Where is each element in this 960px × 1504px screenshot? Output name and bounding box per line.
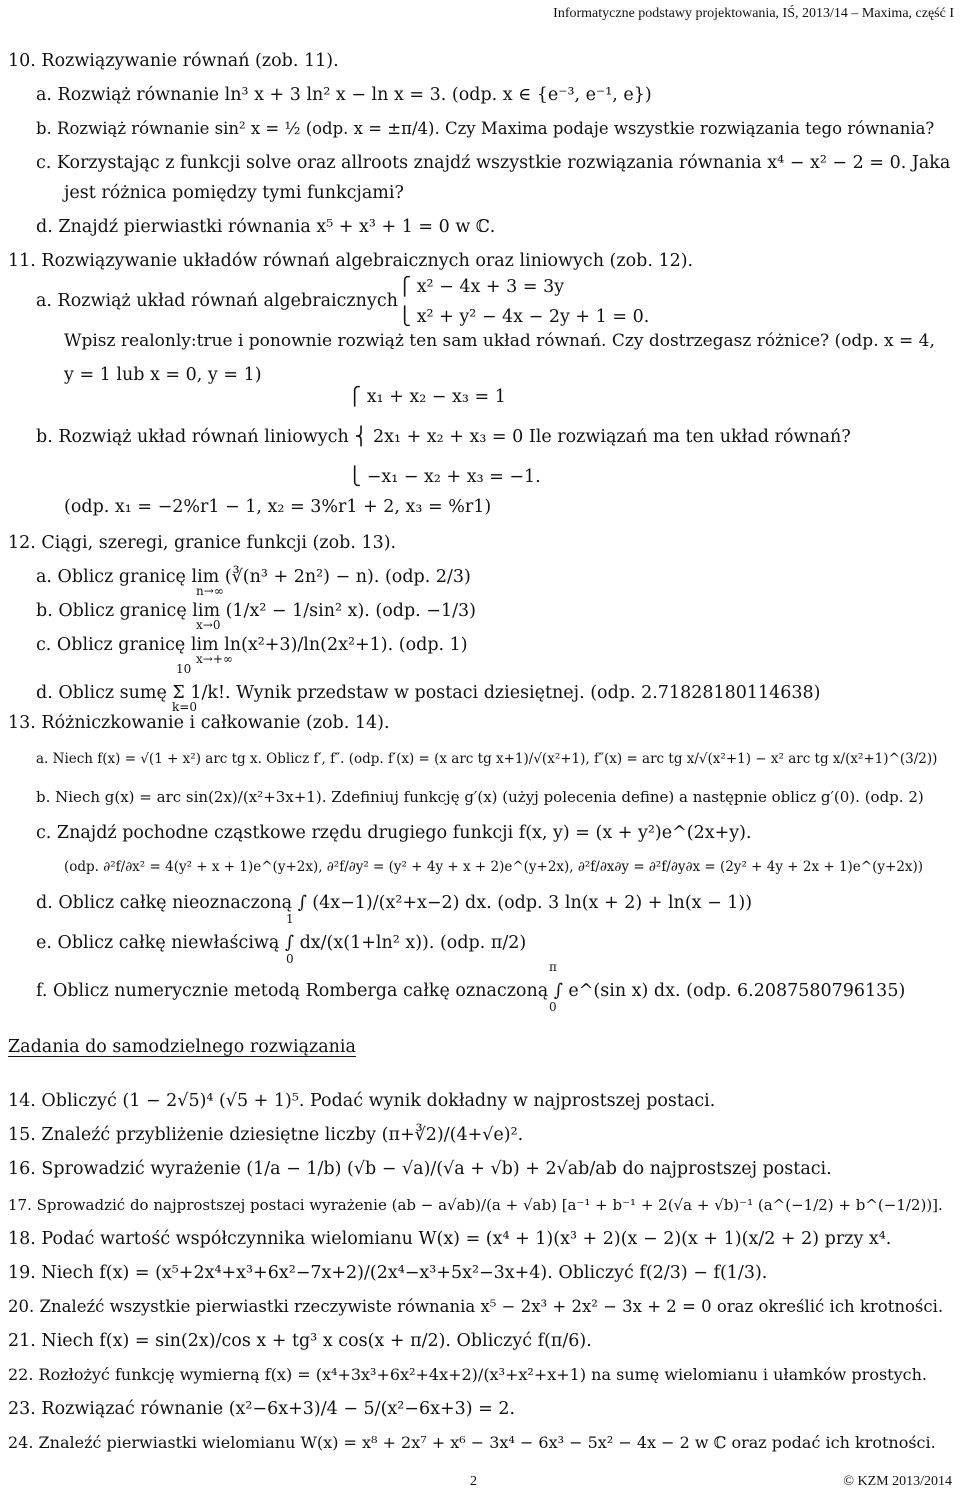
text-line: a. Rozwiąż układ równań algebraicznych [36,291,398,311]
text-line: x→+∞ [196,652,233,666]
text-line: Zadania do samodzielnego rozwiązania [8,1037,356,1057]
text-line: 11. Rozwiązywanie układów równań algebraicznych oraz liniowych (zob. 12). [8,251,694,271]
text-line: d. Oblicz całkę nieoznaczoną ∫ (4x−1)/(x²+x−2) dx. (odp. 3 ln(x + 2) + ln(x − 1)) [36,893,753,913]
text-line: 1 [286,912,294,926]
text-line: 24. Znaleźć pierwiastki wielomianu W(x) = x⁸ + 2x⁷ + x⁶ − 3x⁴ − 6x³ − 5x² − 4x − 2 w ℂ oraz podać ich krotności. [8,1433,936,1452]
text-line: ⎧ x₁ + x₂ − x₃ = 1 [348,387,506,407]
page-number: 2 [470,1474,477,1489]
text-line: 16. Sprowadzić wyrażenie (1/a − 1/b) (√b − √a)/(√a + √b) + 2√ab/ab do najprostszej postaci. [8,1159,832,1179]
text-line: Wpisz realonly:true i ponownie rozwiąż ten sam układ równań. Czy dostrzegasz różnice? (odp. x = 4, [64,331,935,351]
text-line: 0 [286,952,294,966]
text-line: 17. Sprowadzić do najprostszej postaci wyrażenie (ab − a√ab)/(a + √ab) [a⁻¹ + b⁻¹ + 2(√a + √b)⁻¹ (a^(−1/2) + b^(−1/2))]. [8,1196,943,1214]
text-line: 14. Obliczyć (1 − 2√5)⁴ (√5 + 1)⁵. Podać wynik dokładny w najprostszej postaci. [8,1091,716,1111]
text-line: π [549,960,557,974]
running-header: Informatyczne podstawy projektowania, IŚ, 2013/14 – Maxima, część I [553,6,954,21]
text-line: 10. Rozwiązywanie równań (zob. 11). [8,51,339,71]
text-line: b. Rozwiąż układ równań liniowych ⎨ 2x₁ + x₂ + x₃ = 0 Ile rozwiązań ma ten układ równań? [36,427,851,447]
text-line: c. Korzystając z funkcji solve oraz allroots znajdź wszystkie rozwiązania równania x⁴ − x² − 2 = 0. Jaka [36,153,951,173]
text-line: ⎩ −x₁ − x₂ + x₃ = −1. [348,467,541,487]
text-line: d. Oblicz sumę Σ 1/k!. Wynik przedstaw w postaci dziesiętnej. (odp. 2.71828180114638) [36,683,821,703]
text-line: c. Oblicz granicę lim ln(x²+3)/ln(2x²+1). (odp. 1) [36,635,468,655]
copyright-note: © KZM 2013/2014 [843,1474,952,1489]
text-line: 19. Niech f(x) = (x⁵+2x⁴+x³+6x²−7x+2)/(2x⁴−x³+5x²−3x+4). Obliczyć f(2/3) − f(1/3). [8,1263,768,1283]
text-line: y = 1 lub x = 0, y = 1) [64,365,262,385]
text-line: 18. Podać wartość współczynnika wielomianu W(x) = (x⁴ + 1)(x³ + 2)(x − 2)(x + 1)(x/2 + 2) przy x⁴. [8,1229,892,1249]
text-line: a. Niech f(x) = √(1 + x²) arc tg x. Oblicz f′, f″. (odp. f′(x) = (x arc tg x+1)/√(x²+1), f″(x) = arc tg x/√(x²+1) − x² arc tg x/(x²+1)^(3/2)) [36,751,938,767]
text-line: ⎧ x² − 4x + 3 = 3y [398,277,565,297]
text-line: 12. Ciągi, szeregi, granice funkcji (zob. 13). [8,533,397,553]
text-line: 23. Rozwiązać równanie (x²−6x+3)/4 − 5/(x²−6x+3) = 2. [8,1399,516,1419]
text-line: 22. Rozłożyć funkcję wymierną f(x) = (x⁴+3x³+6x²+4x+2)/(x³+x²+x+1) na sumę wielomianu i ułamków prostych. [8,1365,927,1384]
text-line: e. Oblicz całkę niewłaściwą ∫ dx/(x(1+ln² x)). (odp. π/2) [36,933,527,953]
text-line: b. Niech g(x) = arc sin(2x)/(x²+3x+1). Zdefiniuj funkcję g′(x) (użyj polecenia define) a następnie oblicz g′(0). (odp. 2) [36,788,924,806]
text-line: a. Rozwiąż równanie ln³ x + 3 ln² x − ln x = 3. (odp. x ∈ {e⁻³, e⁻¹, e}) [36,85,652,105]
text-line: 20. Znaleźć wszystkie pierwiastki rzeczywiste równania x⁵ − 2x³ + 2x² − 3x + 2 = 0 oraz określić ich krotności. [8,1297,944,1316]
text-line: (odp. x₁ = −2%r1 − 1, x₂ = 3%r1 + 2, x₃ = %r1) [64,497,492,517]
text-line: b. Rozwiąż równanie sin² x = ½ (odp. x = ±π/4). Czy Maxima podaje wszystkie rozwiązania tego równania? [36,119,935,138]
text-line: x→0 [196,618,221,632]
text-line: (odp. ∂²f/∂x² = 4(y² + x + 1)e^(y+2x), ∂²f/∂y² = (y² + 4y + x + 2)e^(y+2x), ∂²f/∂x∂y = ∂²f/∂y∂x = (2y² + 4y + 2x + 1)e^(y+2x)) [64,859,924,875]
text-line: 13. Różniczkowanie i całkowanie (zob. 14). [8,713,390,733]
text-line: b. Oblicz granicę lim (1/x² − 1/sin² x). (odp. −1/3) [36,601,476,621]
text-line: n→∞ [196,584,224,598]
text-line: 15. Znaleźć przybliżenie dziesiętne liczby (π+∛2)/(4+√e)². [8,1125,524,1145]
page-footer [0,1474,960,1496]
text-line: f. Oblicz numerycznie metodą Romberga całkę oznaczoną ∫ e^(sin x) dx. (odp. 6.2087580796135) [36,981,906,1001]
text-line: k=0 [172,700,197,714]
text-line: jest różnica pomiędzy tymi funkcjami? [64,183,404,203]
text-line: 21. Niech f(x) = sin(2x)/cos x + tg³ x cos(x + π/2). Obliczyć f(π/6). [8,1331,592,1351]
text-line: ⎩ x² + y² − 4x − 2y + 1 = 0. [398,307,650,327]
text-line: 10 [176,662,192,676]
text-line: a. Oblicz granicę lim (∛(n³ + 2n²) − n). (odp. 2/3) [36,567,471,587]
text-line: 0 [549,1000,557,1014]
text-line: c. Znajdź pochodne cząstkowe rzędu drugiego funkcji f(x, y) = (x + y²)e^(2x+y). [36,823,752,843]
text-line: d. Znajdź pierwiastki równania x⁵ + x³ + 1 = 0 w ℂ. [36,217,496,237]
